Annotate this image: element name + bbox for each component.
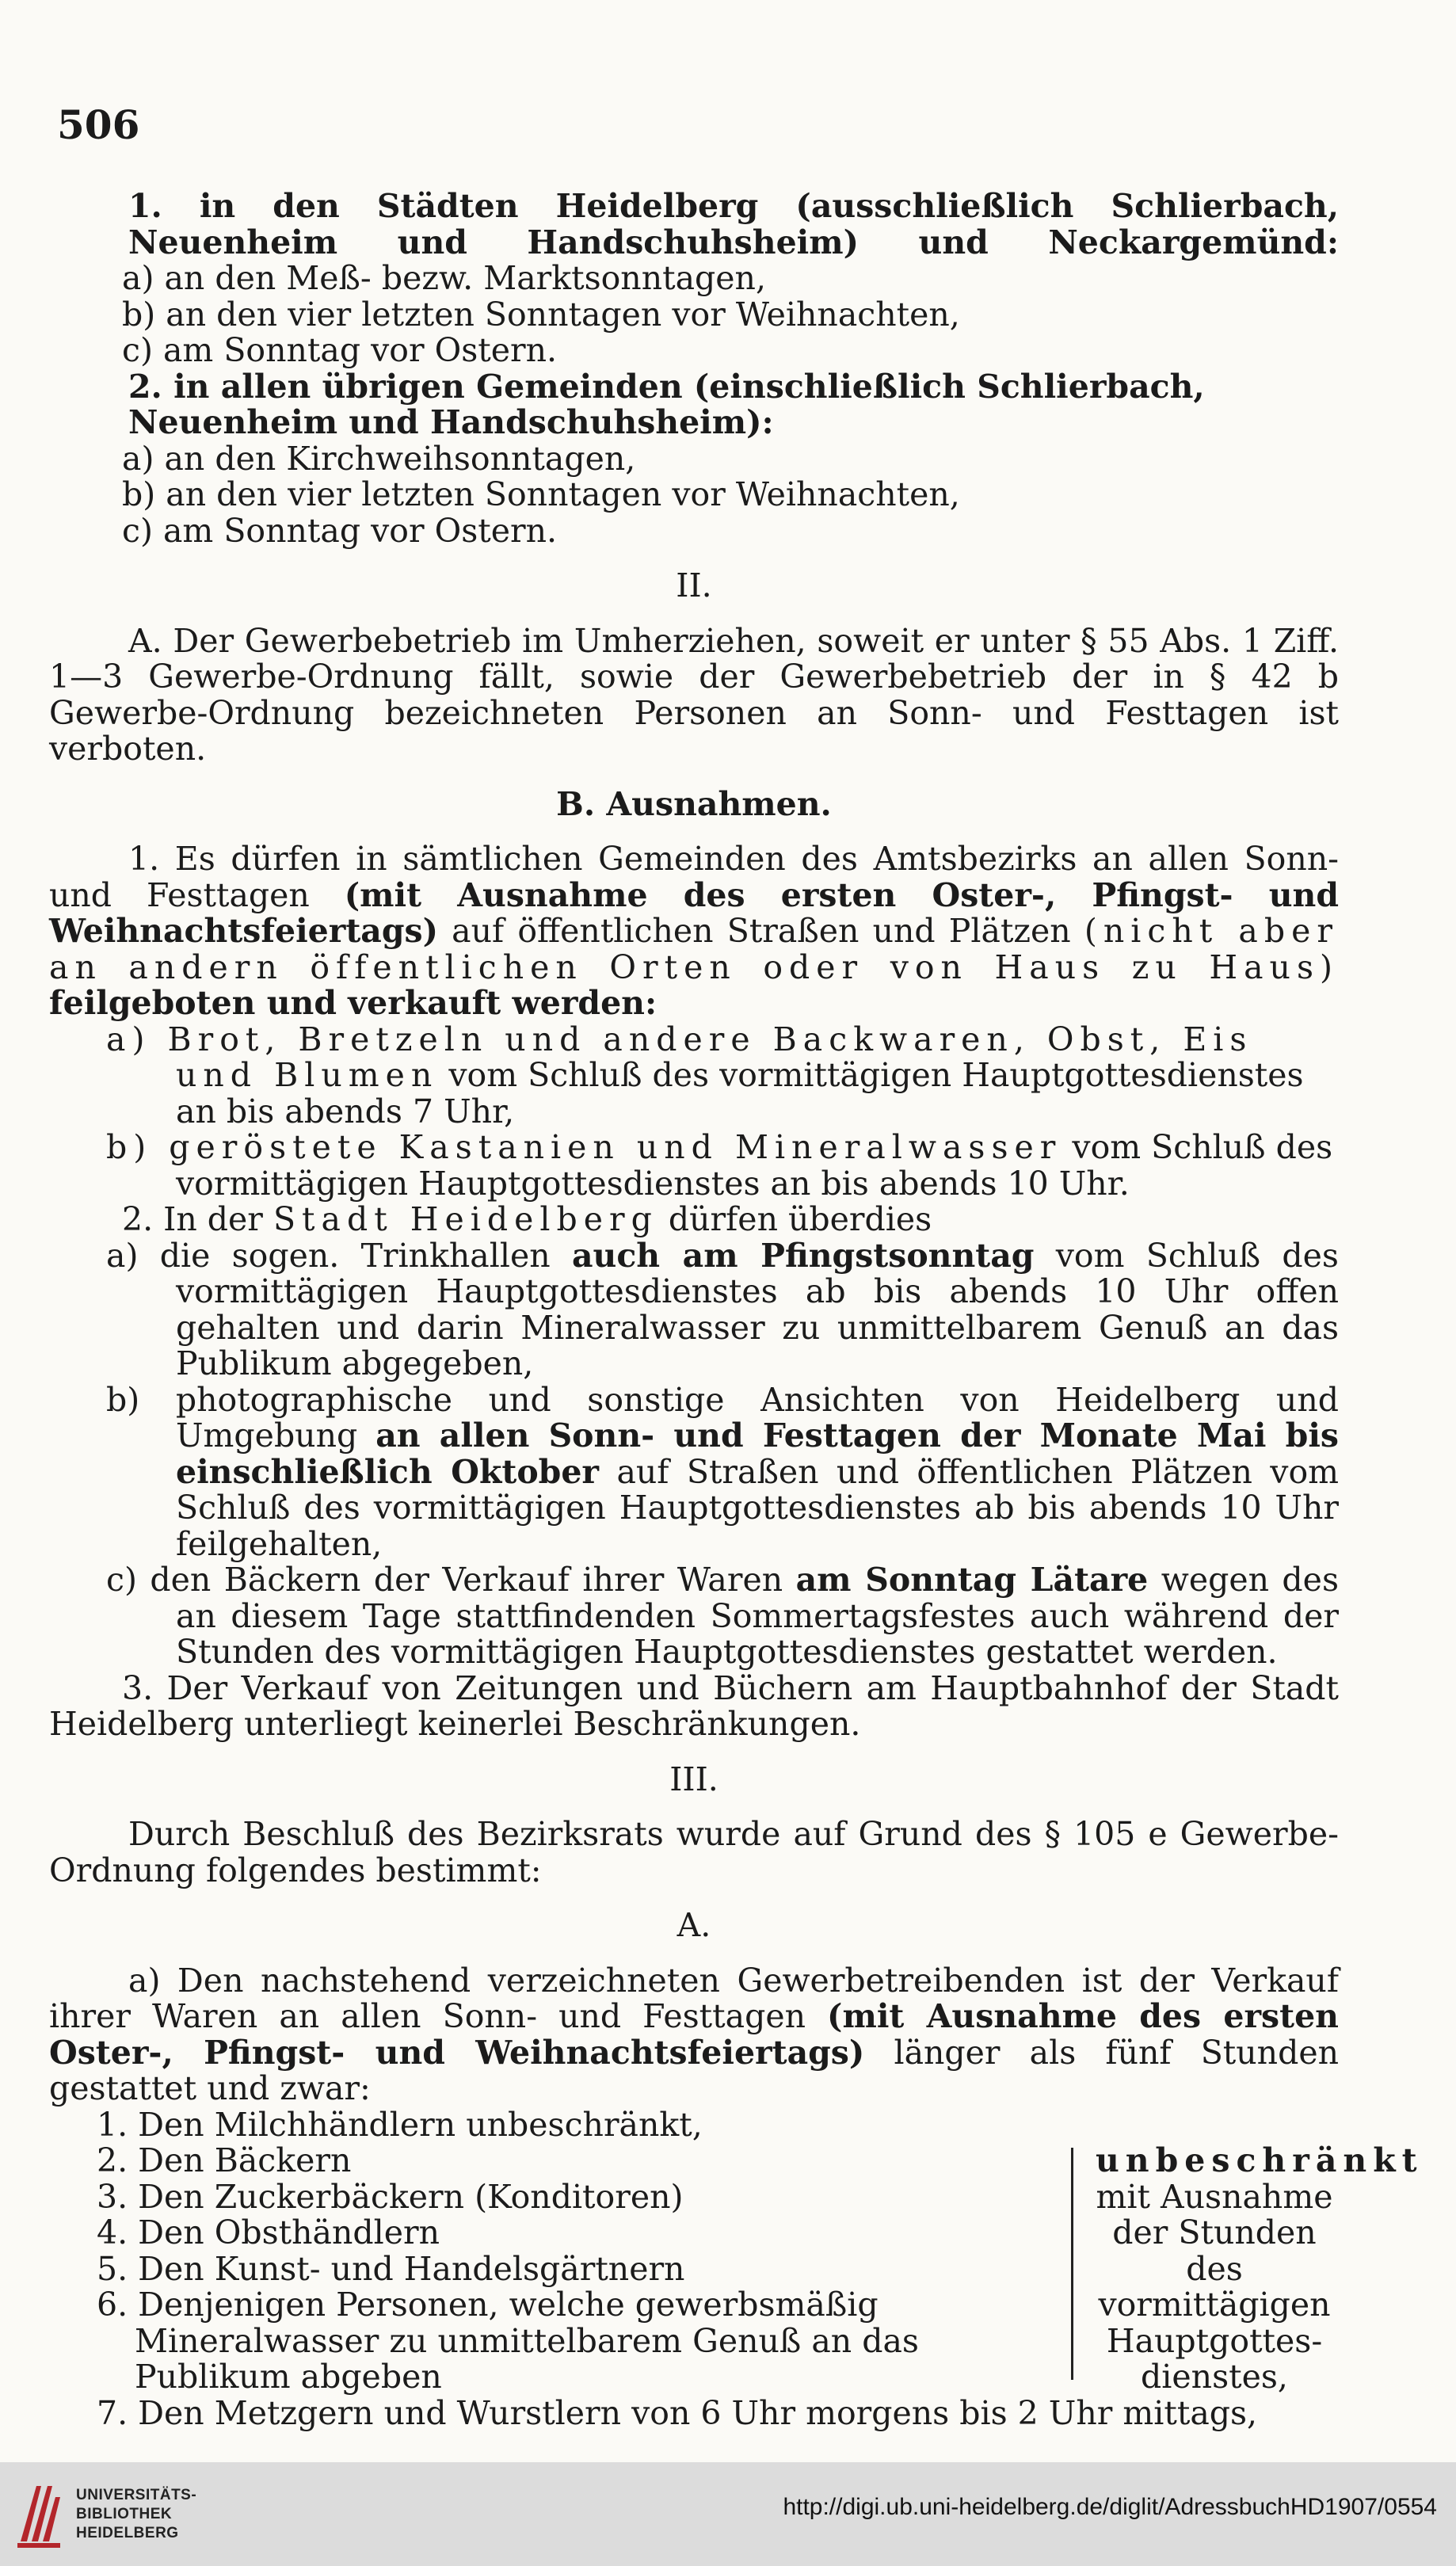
list-item: a) an den Meß- bezw. Marktsonntagen,: [122, 259, 766, 297]
section1-list-2: [49, 441, 1339, 550]
section2-b1-item-a: a) Brot, Bretzeln und andere Backwaren, Obst, Eis und Blumen vom Schluß des vormittägigen Hauptgottesdienstes an bis abends 7 Uhr,: [106, 1020, 1304, 1130]
list-item: a) an den Kirchweihsonntagen,: [122, 439, 636, 478]
section1-list-1: [49, 261, 1339, 369]
section2-b2-item-c: c) den Bäckern der Verkauf ihrer Waren am Sonntag Lätare wegen des an diesem Tage stattfindenden Sommertagsfestes auch während der Stunden des vormittägigen Hauptgottesdienstes gestattet werden.: [106, 1561, 1339, 1671]
list-item: b) an den vier letzten Sonntagen vor Weihnachten,: [122, 295, 960, 334]
library-name: UNIVERSITÄTS- BIBLIOTHEK HEIDELBERG: [76, 2487, 197, 2541]
list-item: 2. Den Bäckern: [97, 2141, 352, 2179]
permalink-url[interactable]: http://digi.ub.uni-heidelberg.de/diglit/AdressbuchHD1907/0554: [783, 2494, 1437, 2520]
list-item: 6. Denjenigen Personen, welche gewerbsmäßig Mineralwasser zu unmittelbarem Genuß an das Publikum abgeben: [97, 2286, 919, 2396]
brace-note: unbeschränkt mit Ausnahme der Stunden des vormittägigen Hauptgottes- dienstes,: [1096, 2141, 1424, 2396]
list-item: 7. Den Metzgern und Wurstlern von 6 Uhr morgens bis 2 Uhr mittags,: [97, 2393, 1258, 2432]
section1-heading-2: 2. in allen übrigen Gemeinden (einschließlich Schlierbach, Neuenheim und Handschuhsheim):: [128, 367, 1205, 441]
brace-divider: [1071, 2148, 1096, 2380]
section2-b2-intro: 2. In der Stadt Heidelberg dürfen überdies: [122, 1200, 932, 1238]
section3-heading-a: A.: [677, 1906, 711, 1944]
section1-heading-1: 1. in den Städten Heidelberg (ausschließlich Schlierbach, Neuenheim und Handschuhsheim) und Neckargemünd:: [128, 187, 1339, 261]
page-text: [49, 187, 1424, 2432]
braced-list: [49, 2141, 1424, 2396]
section2-numeral: II.: [676, 566, 712, 604]
section2-paragraph-a: A. Der Gewerbebetrieb im Umherziehen, soweit er unter § 55 Abs. 1 Ziff. 1—3 Gewerbe-Ordnung fällt, sowie der Gewerbebetrieb der in § 42 b Gewerbe-Ordnung bezeichneten Personen an Sonn- und Festtagen ist verboten.: [49, 621, 1339, 768]
section3-numeral: III.: [669, 1760, 718, 1798]
section2-b2-item-b: b) photographische und sonstige Ansichten von Heidelberg und Umgebung an allen Sonn- und Festtagen der Monate Mai bis einschließlich Oktober auf Straßen und öffentlichen Plätzen vom Schluß des vormittägigen Hauptgottesdienstes ab bis abends 10 Uhr feilgehalten,: [106, 1380, 1340, 1563]
university-seal-icon: [16, 2473, 62, 2553]
section3-intro: Durch Beschluß des Bezirksrats wurde auf Grund des § 105 e Gewerbe-Ordnung folgendes bestimmt:: [49, 1815, 1339, 1889]
list-item: 5. Den Kunst- und Handelsgärtnern: [97, 2249, 685, 2288]
section2-b1-paragraph: 1. Es dürfen in sämtlichen Gemeinden des Amtsbezirks an allen Sonn- und Festtagen (mit Ausnahme des ersten Oster-, Pfingst- und Weihnachtsfeiertags) auf öffentlichen Straßen und Plätzen (nicht aber an andern öffentlichen Orten oder von Haus zu Haus) feilgeboten und verkauft werden:: [49, 840, 1339, 1022]
section2-b3-paragraph: 3. Der Verkauf von Zeitungen und Büchern am Hauptbahnhof der Stadt Heidelberg unterliegt keinerlei Beschränkungen.: [49, 1668, 1339, 1743]
list-item: c) am Sonntag vor Ostern.: [122, 511, 558, 550]
list-item: 4. Den Obsthändlern: [97, 2213, 440, 2251]
braced-list-items: [49, 2143, 1071, 2396]
list-item: 1. Den Milchhändlern unbeschränkt,: [97, 2105, 703, 2144]
section2-heading-b: B. Ausnahmen.: [556, 784, 832, 823]
list-item: 3. Den Zuckerbäckern (Konditoren): [97, 2177, 684, 2216]
section3-a-paragraph: a) Den nachstehend verzeichneten Gewerbetreibenden ist der Verkauf ihrer Waren an allen Sonn- und Festtagen (mit Ausnahme des ersten Oster-, Pfingst- und Weihnachtsfeiertags) länger als fünf Stunden gestattet und zwar:: [49, 1961, 1339, 2107]
section2-b1-item-b: b) geröstete Kastanien und Mineralwasser vom Schluß des vormittägigen Hauptgottesdienstes an bis abends 10 Uhr.: [106, 1128, 1333, 1203]
footer-bar: [0, 2462, 1456, 2566]
section2-b2-item-a: a) die sogen. Trinkhallen auch am Pfingstsonntag vom Schluß des vormittägigen Hauptgottesdienstes ab bis abends 10 Uhr offen gehalten und darin Mineralwasser zu unmittelbarem Genuß an das Publikum abgegeben,: [106, 1236, 1339, 1382]
page-number: 506: [57, 101, 140, 148]
list-item: c) am Sonntag vor Ostern.: [122, 331, 558, 369]
list-item: b) an den vier letzten Sonntagen vor Weihnachten,: [122, 475, 960, 513]
